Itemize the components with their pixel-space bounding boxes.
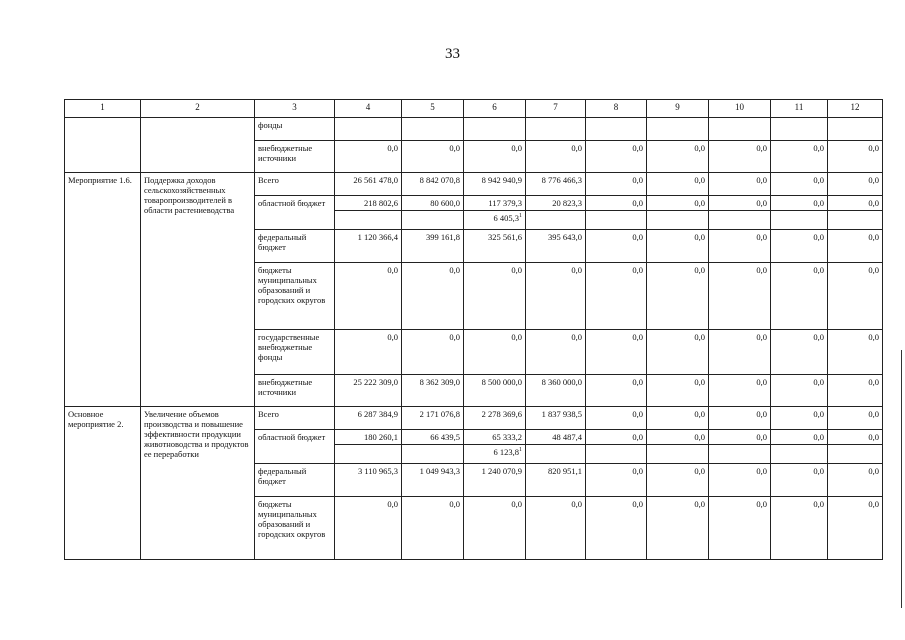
value-cell: 0,0: [464, 141, 526, 173]
table-row: [65, 407, 883, 430]
value-cell: 0,0: [771, 141, 828, 173]
value-cell: 8 362 309,0: [402, 375, 464, 407]
empty-cell: [402, 445, 464, 464]
empty-cell: [828, 211, 883, 230]
table-body: [65, 118, 883, 560]
value-cell: 0,0: [647, 230, 709, 263]
empty-cell: [709, 445, 771, 464]
empty-cell: [647, 211, 709, 230]
value-cell: 0,0: [402, 263, 464, 330]
value-cell: 0,0: [586, 497, 647, 560]
value-cell: 25 222 309,0: [335, 375, 402, 407]
value-cell: 325 561,6: [464, 230, 526, 263]
value-cell: 0,0: [647, 464, 709, 497]
value-cell: [526, 118, 586, 141]
header-cell: 6: [464, 100, 526, 118]
value-cell: 0,0: [771, 375, 828, 407]
value-cell: 0,0: [647, 407, 709, 430]
event-description-cell: Увеличение объемов производства и повышение эффективности продукции животноводства и продуктов ее переработки: [141, 407, 255, 560]
value-cell: 0,0: [828, 464, 883, 497]
value-cell: 0,0: [647, 196, 709, 211]
empty-cell: [402, 211, 464, 230]
footnote-marker: 1: [519, 447, 522, 454]
value-cell: [402, 118, 464, 141]
value-cell: 20 823,3: [526, 196, 586, 211]
event-name-cell: Основное мероприятие 2.: [65, 407, 141, 560]
value-cell: 2 171 076,8: [402, 407, 464, 430]
value-cell: 0,0: [335, 330, 402, 375]
value-cell: 65 333,2: [464, 430, 526, 445]
value-cell: 0,0: [828, 173, 883, 196]
empty-cell: [586, 211, 647, 230]
value-cell: 8 360 000,0: [526, 375, 586, 407]
value-cell: 0,0: [771, 173, 828, 196]
value-cell: 0,0: [709, 430, 771, 445]
table-row: [65, 118, 883, 141]
value-cell: 1 120 366,4: [335, 230, 402, 263]
empty-cell: [526, 211, 586, 230]
funding-source-cell: Всего: [255, 407, 335, 430]
empty-cell: [771, 445, 828, 464]
value-cell: 0,0: [709, 375, 771, 407]
footnote-value: 6 405,3: [493, 213, 519, 223]
value-cell: 3 110 965,3: [335, 464, 402, 497]
event-description-cell: [141, 118, 255, 173]
value-cell: 0,0: [586, 464, 647, 497]
header-row: [65, 100, 883, 118]
value-cell: 0,0: [771, 430, 828, 445]
funding-source-cell: областной бюджет: [255, 430, 335, 464]
value-cell: 0,0: [828, 196, 883, 211]
funding-source-cell: федеральный бюджет: [255, 230, 335, 263]
event-description-cell: Поддержка доходов сельскохозяйственных товаропроизводителей в области растениеводства: [141, 173, 255, 407]
value-cell: 180 260,1: [335, 430, 402, 445]
value-cell: 0,0: [709, 497, 771, 560]
value-cell: 0,0: [828, 230, 883, 263]
header-cell: 12: [828, 100, 883, 118]
value-cell: 0,0: [586, 141, 647, 173]
header-cell: 3: [255, 100, 335, 118]
value-cell: [647, 118, 709, 141]
value-cell: 0,0: [647, 497, 709, 560]
value-cell: 0,0: [586, 173, 647, 196]
empty-cell: [335, 445, 402, 464]
value-cell: 0,0: [586, 375, 647, 407]
value-cell: 0,0: [828, 330, 883, 375]
value-cell: 0,0: [771, 196, 828, 211]
value-cell: 0,0: [526, 263, 586, 330]
value-cell: 0,0: [335, 263, 402, 330]
value-cell: 0,0: [771, 497, 828, 560]
value-cell: 0,0: [709, 173, 771, 196]
value-cell: 0,0: [586, 330, 647, 375]
value-cell: 0,0: [709, 464, 771, 497]
value-cell: [771, 118, 828, 141]
value-cell: 0,0: [586, 407, 647, 430]
value-cell: 0,0: [586, 196, 647, 211]
value-cell: 0,0: [709, 230, 771, 263]
value-cell: 0,0: [771, 230, 828, 263]
event-name-cell: [65, 118, 141, 173]
value-cell: 0,0: [335, 141, 402, 173]
value-cell: 0,0: [709, 330, 771, 375]
value-cell: 0,0: [709, 263, 771, 330]
value-cell: 0,0: [402, 330, 464, 375]
footnote-value: 6 123,8: [493, 447, 519, 457]
value-cell: 0,0: [586, 230, 647, 263]
empty-cell: [647, 445, 709, 464]
value-cell: 0,0: [335, 497, 402, 560]
value-cell: 0,0: [586, 430, 647, 445]
value-cell: 0,0: [647, 375, 709, 407]
value-cell: 0,0: [709, 407, 771, 430]
value-cell: 2 278 369,6: [464, 407, 526, 430]
budget-table: [64, 99, 883, 560]
header-cell: 2: [141, 100, 255, 118]
edge-line: [901, 350, 902, 608]
value-cell: 0,0: [647, 173, 709, 196]
value-cell: 0,0: [526, 497, 586, 560]
header-cell: 5: [402, 100, 464, 118]
value-cell: 0,0: [647, 430, 709, 445]
header-cell: 9: [647, 100, 709, 118]
funding-source-cell: федеральный бюджет: [255, 464, 335, 497]
funding-source-cell: внебюджетные источники: [255, 375, 335, 407]
value-cell: [335, 118, 402, 141]
value-cell: 117 379,3: [464, 196, 526, 211]
value-cell: 0,0: [828, 497, 883, 560]
funding-source-cell: внебюджетные источники: [255, 141, 335, 173]
value-cell: 66 439,5: [402, 430, 464, 445]
value-cell: [464, 118, 526, 141]
value-cell: 1 837 938,5: [526, 407, 586, 430]
table-row: [65, 173, 883, 196]
footnote-marker: 1: [519, 213, 522, 220]
value-cell: 1 240 070,9: [464, 464, 526, 497]
value-cell: 26 561 478,0: [335, 173, 402, 196]
value-cell: 0,0: [586, 263, 647, 330]
value-cell: 8 500 000,0: [464, 375, 526, 407]
value-cell: 0,0: [709, 196, 771, 211]
value-cell: 0,0: [828, 263, 883, 330]
empty-cell: [526, 445, 586, 464]
value-cell: 0,0: [526, 330, 586, 375]
value-cell: 0,0: [771, 330, 828, 375]
value-cell: 0,0: [647, 330, 709, 375]
footnote-value-cell: [464, 445, 526, 464]
value-cell: 0,0: [402, 497, 464, 560]
value-cell: 0,0: [709, 141, 771, 173]
empty-cell: [709, 211, 771, 230]
header-cell: 8: [586, 100, 647, 118]
empty-cell: [586, 445, 647, 464]
value-cell: 1 049 943,3: [402, 464, 464, 497]
value-cell: 0,0: [828, 407, 883, 430]
funding-source-cell: Всего: [255, 173, 335, 196]
value-cell: 0,0: [464, 263, 526, 330]
value-cell: 0,0: [828, 430, 883, 445]
empty-cell: [771, 211, 828, 230]
funding-source-cell: фонды: [255, 118, 335, 141]
value-cell: 395 643,0: [526, 230, 586, 263]
empty-cell: [335, 211, 402, 230]
header-cell: 11: [771, 100, 828, 118]
value-cell: [828, 118, 883, 141]
value-cell: 80 600,0: [402, 196, 464, 211]
value-cell: 0,0: [828, 375, 883, 407]
value-cell: 820 951,1: [526, 464, 586, 497]
value-cell: 0,0: [828, 141, 883, 173]
funding-source-cell: государственные внебюджетные фонды: [255, 330, 335, 375]
header-cell: 7: [526, 100, 586, 118]
value-cell: 8 942 940,9: [464, 173, 526, 196]
value-cell: 0,0: [464, 330, 526, 375]
header-cell: 1: [65, 100, 141, 118]
header-cell: 10: [709, 100, 771, 118]
value-cell: 0,0: [402, 141, 464, 173]
value-cell: 8 776 466,3: [526, 173, 586, 196]
value-cell: 0,0: [771, 407, 828, 430]
page-number: 33: [445, 46, 460, 62]
value-cell: 8 842 070,8: [402, 173, 464, 196]
funding-source-cell: бюджеты муниципальных образований и городских округов: [255, 497, 335, 560]
empty-cell: [828, 445, 883, 464]
event-name-cell: Мероприятие 1.6.: [65, 173, 141, 407]
value-cell: 0,0: [464, 497, 526, 560]
funding-source-cell: бюджеты муниципальных образований и городских округов: [255, 263, 335, 330]
value-cell: 48 487,4: [526, 430, 586, 445]
value-cell: 218 802,6: [335, 196, 402, 211]
value-cell: [709, 118, 771, 141]
footnote-value-cell: [464, 211, 526, 230]
header-cell: 4: [335, 100, 402, 118]
funding-source-cell: областной бюджет: [255, 196, 335, 230]
value-cell: 0,0: [526, 141, 586, 173]
value-cell: [586, 118, 647, 141]
value-cell: 0,0: [647, 263, 709, 330]
value-cell: 399 161,8: [402, 230, 464, 263]
value-cell: 6 287 384,9: [335, 407, 402, 430]
value-cell: 0,0: [771, 263, 828, 330]
value-cell: 0,0: [771, 464, 828, 497]
value-cell: 0,0: [647, 141, 709, 173]
